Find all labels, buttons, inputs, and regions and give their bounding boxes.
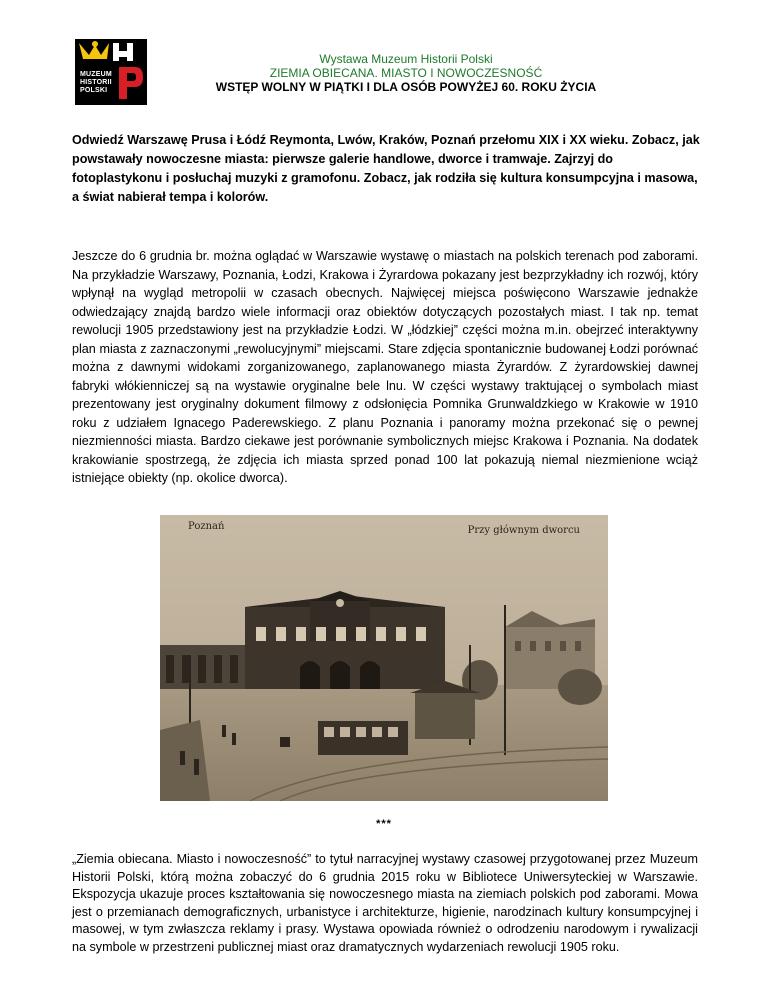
historic-postcard-photo (160, 515, 608, 801)
logo-line-2: HISTORII (80, 79, 112, 86)
logo-line-3: POLSKI (80, 87, 108, 94)
header (150, 52, 662, 94)
body-paragraph: Jeszcze do 6 grudnia br. można oglądać w Warszawie wystawę o miastach na polskich terenach pod zaborami. Na przykładzie Warszawy, Poznania, Łodzi, Krakowa i Żyrardowa pokazany jest bezprzykładny ich rozwój, który wpłynął na wygląd metropolii w czasach obecnych. Najwięcej miejsca poświęcono Warszawie jednakże odwiedzający znajdą bardzo wiele informacji oraz obiektów dotyczących pozostałych miast. I tak np. temat rewolucji 1905 przedstawiony jest na przykładzie Łodzi. W „łódzkiej” części można m.in. obejrzeć interaktywny plan miasta z zaznaczonymi „rewolucyjnymi” miejscami. Stare zdjęcia spontanicznie budowanej Łodzi porównać można z dawnymi widokami zorganizowanego, zaplanowanego miasta Żyrardów. Z żyrardowskiej dawnej fabryki włókienniczej są na wystawie oryginalne bele lnu. W części wystawy traktującej o symbolach miast prezentowany jest oryginalny dokument filmowy z odsłonięcia Pomnika Grunwaldzkiego w Krakowie w 1910 roku z udziałem Ignacego Paderewskiego. Z planu Poznania i panoramy można przekonać się o pewnej niezmienności miasta. Bardzo ciekawe jest porównanie symbolicznych miejsc Krakowa i Poznania. Na dodatek krakowianie spostrzegą, że zdjęcia ich miasta sprzed ponad 100 lat pokazują niemal niezmienione wciąż istniejące obiekty (np. okolice dworca). (72, 249, 698, 485)
logo-line-1: MUZEUM (80, 71, 112, 78)
logo-wordmark (80, 71, 112, 95)
closing-paragraph: „Ziemia obiecana. Miasto i nowoczesność” to tytuł narracyjnej wystawy czasowej przygotowanej przez Muzeum Historii Polski, którą można zobaczyć do 6 grudnia 2015 roku w Bibliotece Uniwersyteckiej w Warszawie. Ekspozycja ukazuje proces kształtowania się nowoczesnego miasta na ziemiach polskich pod zaborami. Mowa jest o przemianach demograficznych, urbanistyce i architekturze, higienie, narodzinach kultury konsumpcyjnej i masowej, w tym zwłaszcza reklamy i prasy. Wystawa opowiada również o odrodzeniu narodowym i rywalizacji na symbole w przestrzeni publicznej miast oraz dramatycznych wydarzeniach rewolucji 1905 roku. (72, 852, 698, 954)
header-exhibition: Wystawa Muzeum Historii Polski (319, 52, 493, 66)
header-title: ZIEMIA OBIECANA. MIASTO I NOWOCZESNOŚĆ (269, 66, 543, 80)
section-separator: *** (376, 818, 392, 830)
museum-logo (75, 39, 147, 105)
lead-paragraph: Odwiedź Warszawę Prusa i Łódź Reymonta, Lwów, Kraków, Poznań przełomu XIX i XX wieku. Zobacz, jak powstawały nowoczesne miasta: pierwsze galerie handlowe, dworce i tramwaje. Zajrzyj do fotoplastykonu i posłuchaj muzyki z gramofonu. Zobacz, jak rodziła się kultura konsumpcyjna i masowa, a świat nabierał tempa i kolorów. (72, 133, 700, 204)
photo-caption-city: Poznań (188, 521, 225, 532)
header-admission: WSTĘP WOLNY W PIĄTKI I DLA OSÓB POWYŻEJ 60. ROKU ŻYCIA (215, 80, 597, 94)
photo-caption-place: Przy głównym dworcu (467, 525, 580, 536)
